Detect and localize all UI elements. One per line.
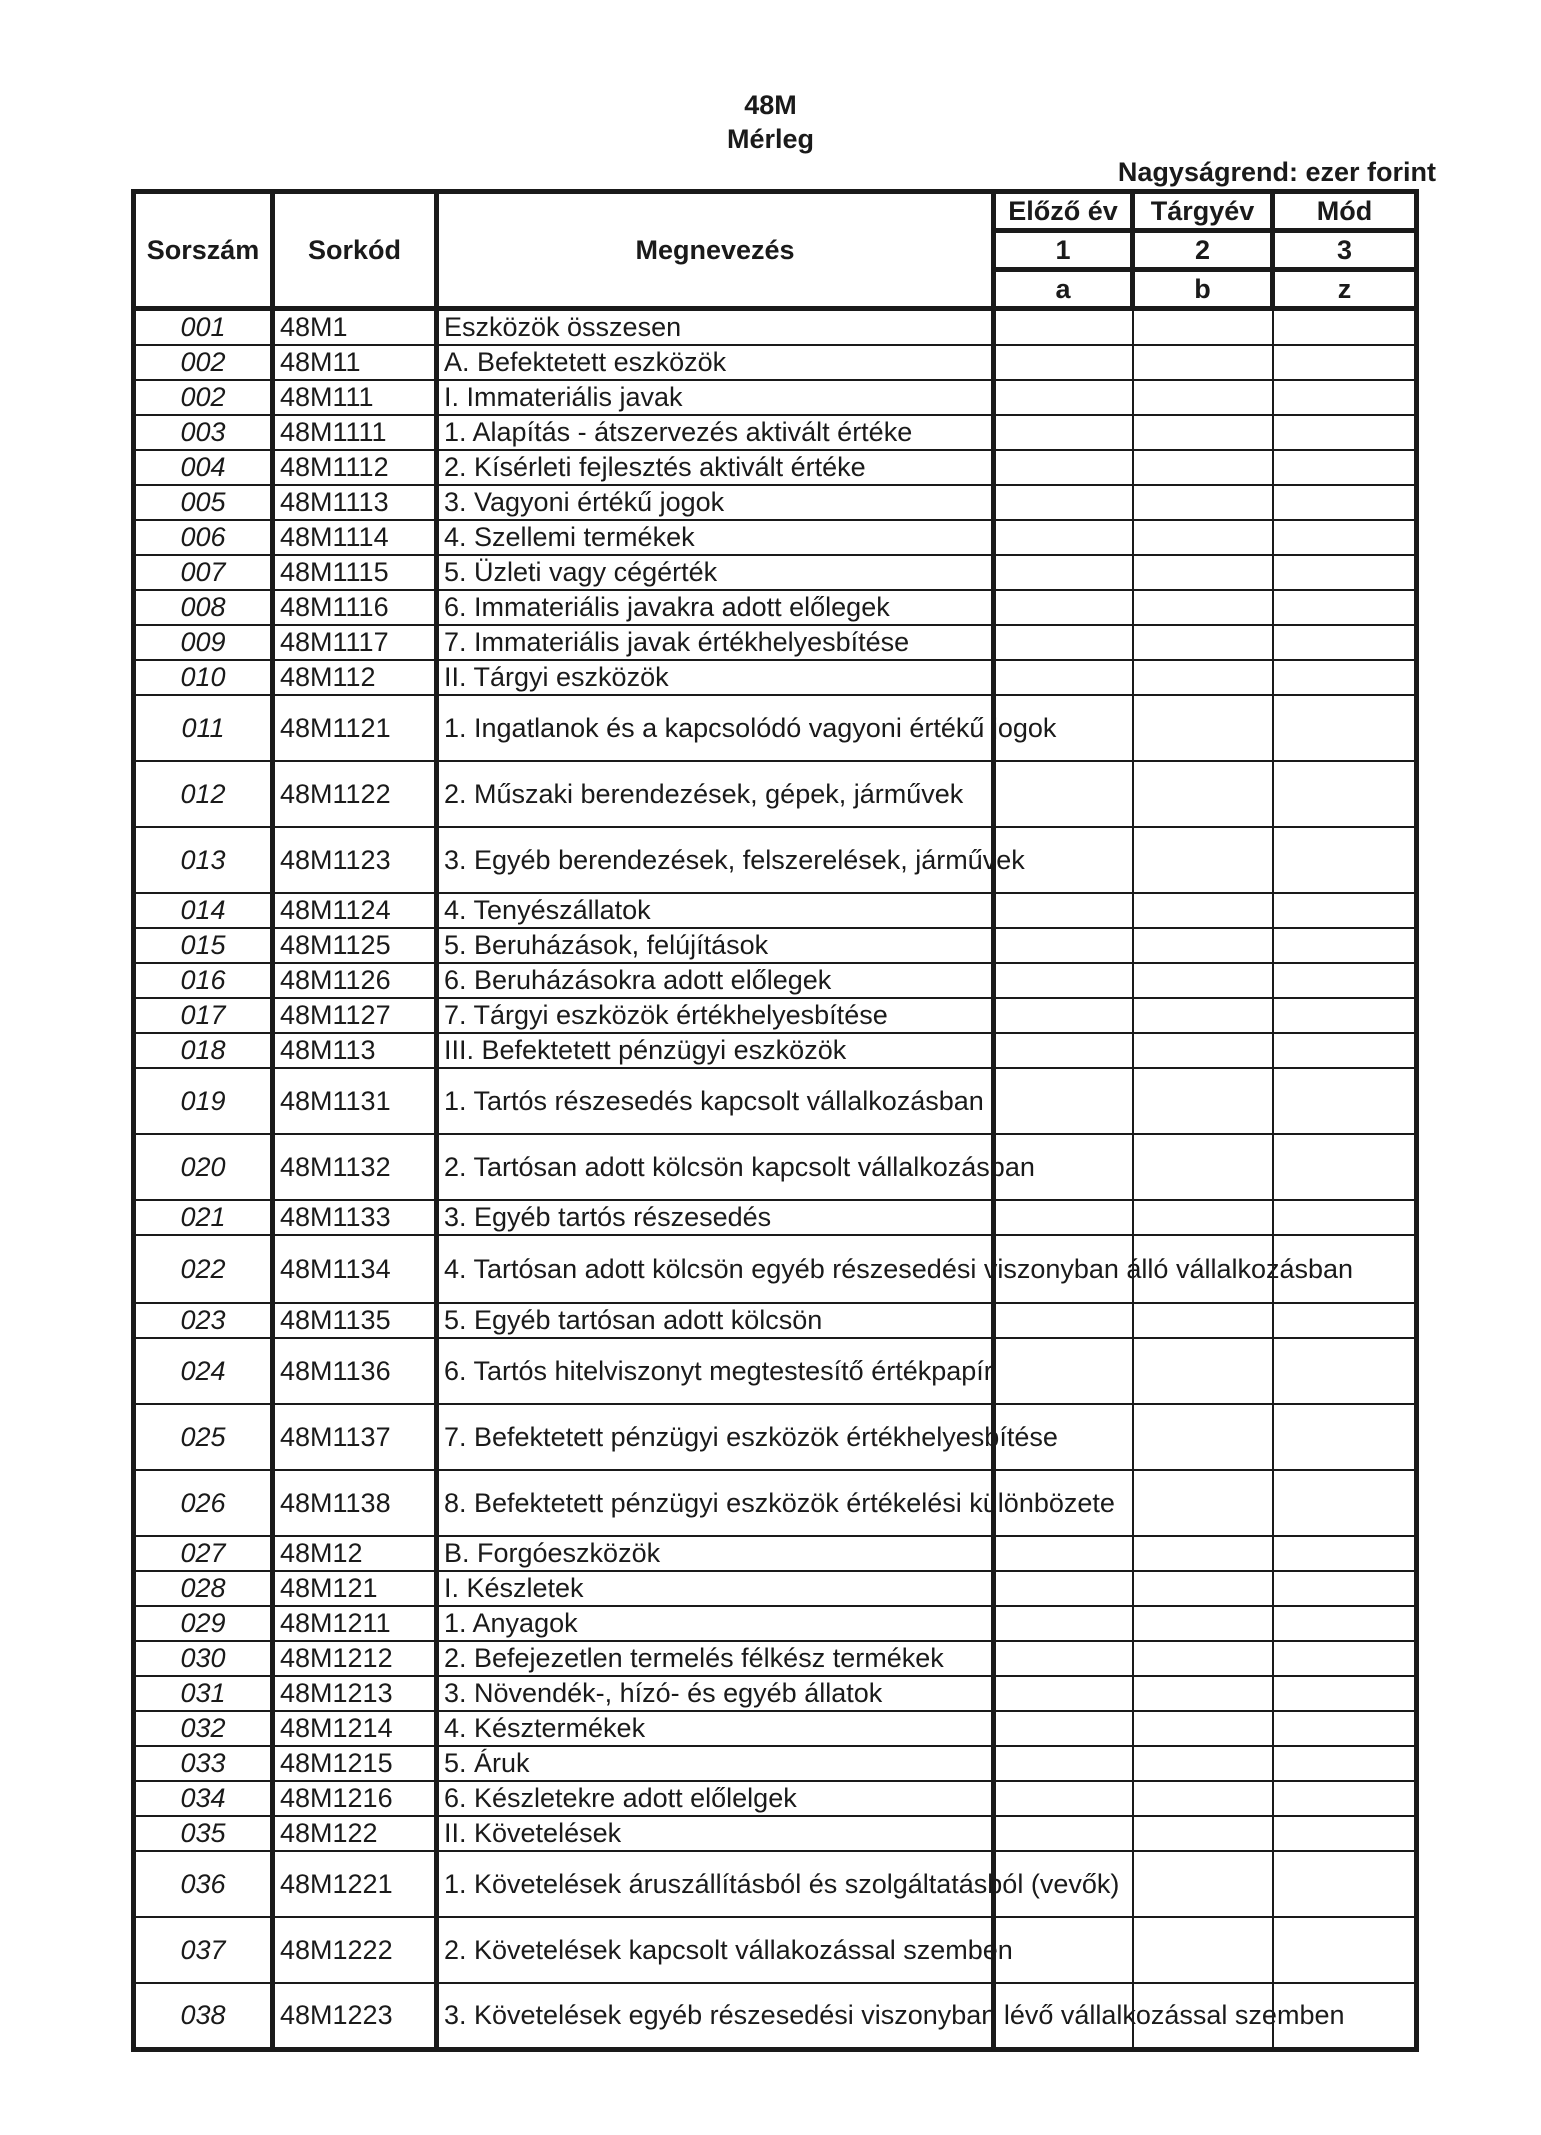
table-row — [134, 660, 1417, 695]
value-cell-targyev[interactable] — [1133, 1068, 1273, 1134]
value-cell-elozo-ev[interactable] — [994, 590, 1133, 625]
row-code: 48M1131 — [273, 1068, 437, 1134]
table-row — [134, 928, 1417, 963]
row-code: 48M1121 — [273, 695, 437, 761]
value-cell-targyev[interactable] — [1133, 1134, 1273, 1200]
value-cell-elozo-ev[interactable] — [994, 1200, 1133, 1235]
row-number: 026 — [134, 1470, 273, 1536]
value-cell-elozo-ev[interactable] — [994, 1338, 1133, 1404]
row-number: 006 — [134, 520, 273, 555]
value-cell-targyev[interactable] — [1133, 1917, 1273, 1983]
value-cell-mod[interactable] — [1273, 1676, 1417, 1711]
value-cell-targyev[interactable] — [1133, 345, 1273, 380]
row-name: 1. Ingatlanok és a kapcsolódó vagyoni értékű jogok — [437, 695, 994, 761]
value-cell-targyev[interactable] — [1133, 415, 1273, 450]
value-cell-mod[interactable] — [1273, 485, 1417, 520]
row-code: 48M1123 — [273, 827, 437, 893]
table-row — [134, 1470, 1417, 1536]
value-cell-elozo-ev[interactable] — [994, 1781, 1133, 1816]
value-cell-mod[interactable] — [1273, 415, 1417, 450]
header-elozo-ev: Előző év — [994, 192, 1133, 231]
table-row — [134, 893, 1417, 928]
value-cell-mod[interactable] — [1273, 1033, 1417, 1068]
row-number: 034 — [134, 1781, 273, 1816]
value-cell-mod[interactable] — [1273, 893, 1417, 928]
value-cell-mod[interactable] — [1273, 625, 1417, 660]
table-row — [134, 1033, 1417, 1068]
row-code: 48M121 — [273, 1571, 437, 1606]
row-name: II. Követelések — [437, 1816, 994, 1851]
row-number: 005 — [134, 485, 273, 520]
table-row — [134, 1676, 1417, 1711]
table-row — [134, 625, 1417, 660]
table-row — [134, 1711, 1417, 1746]
value-cell-targyev[interactable] — [1133, 1641, 1273, 1676]
row-code: 48M1211 — [273, 1606, 437, 1641]
row-code: 48M1124 — [273, 893, 437, 928]
value-cell-mod[interactable] — [1273, 450, 1417, 485]
value-cell-targyev[interactable] — [1133, 1781, 1273, 1816]
row-number: 028 — [134, 1571, 273, 1606]
row-code: 48M1116 — [273, 590, 437, 625]
value-cell-targyev[interactable] — [1133, 998, 1273, 1033]
value-cell-targyev[interactable] — [1133, 1571, 1273, 1606]
value-cell-targyev[interactable] — [1133, 555, 1273, 590]
header-sorszam: Sorszám — [134, 192, 273, 309]
table-row — [134, 1338, 1417, 1404]
row-code: 48M1132 — [273, 1134, 437, 1200]
header-index-3: 3 — [1273, 231, 1417, 270]
row-number: 018 — [134, 1033, 273, 1068]
value-cell-elozo-ev[interactable] — [994, 998, 1133, 1033]
value-cell-elozo-ev[interactable] — [994, 1641, 1133, 1676]
row-name: 5. Egyéb tartósan adott kölcsön — [437, 1303, 994, 1338]
value-cell-targyev[interactable] — [1133, 1470, 1273, 1536]
row-name: 8. Befektetett pénzügyi eszközök értékelési különbözete — [437, 1470, 994, 1536]
row-name: B. Forgóeszközök — [437, 1536, 994, 1571]
value-cell-targyev[interactable] — [1133, 1606, 1273, 1641]
row-number: 011 — [134, 695, 273, 761]
value-cell-elozo-ev[interactable] — [994, 963, 1133, 998]
row-number: 003 — [134, 415, 273, 450]
row-name: 5. Beruházások, felújítások — [437, 928, 994, 963]
row-code: 48M1122 — [273, 761, 437, 827]
row-name: 4. Szellemi termékek — [437, 520, 994, 555]
value-cell-targyev[interactable] — [1133, 1338, 1273, 1404]
value-cell-elozo-ev[interactable] — [994, 555, 1133, 590]
table-row — [134, 415, 1417, 450]
row-number: 038 — [134, 1983, 273, 2049]
table-row — [134, 450, 1417, 485]
row-number: 037 — [134, 1917, 273, 1983]
row-name: 7. Befektetett pénzügyi eszközök értékhelyesbítése — [437, 1404, 994, 1470]
row-number: 010 — [134, 660, 273, 695]
row-name: 4. Tenyészállatok — [437, 893, 994, 928]
table-row — [134, 1068, 1417, 1134]
header-letter-a: a — [994, 270, 1133, 309]
value-cell-mod[interactable] — [1273, 998, 1417, 1033]
row-number: 017 — [134, 998, 273, 1033]
row-code: 48M1223 — [273, 1983, 437, 2049]
row-code: 48M1216 — [273, 1781, 437, 1816]
row-number: 015 — [134, 928, 273, 963]
row-code: 48M1221 — [273, 1851, 437, 1917]
value-cell-targyev[interactable] — [1133, 1033, 1273, 1068]
value-cell-targyev[interactable] — [1133, 1711, 1273, 1746]
value-cell-mod[interactable] — [1273, 1338, 1417, 1404]
unit-note: Nagyságrend: ezer forint — [1117, 157, 1436, 187]
row-name: 6. Immateriális javakra adott előlegek — [437, 590, 994, 625]
row-number: 033 — [134, 1746, 273, 1781]
header-targyev: Tárgyév — [1133, 192, 1273, 231]
table-row — [134, 1746, 1417, 1781]
table-row — [134, 1571, 1417, 1606]
table-header — [134, 192, 1417, 309]
row-number: 019 — [134, 1068, 273, 1134]
value-cell-mod[interactable] — [1273, 1470, 1417, 1536]
row-name: 3. Egyéb berendezések, felszerelések, járművek — [437, 827, 994, 893]
value-cell-targyev[interactable] — [1133, 1746, 1273, 1781]
table-row — [134, 520, 1417, 555]
value-cell-targyev[interactable] — [1133, 695, 1273, 761]
value-cell-targyev[interactable] — [1133, 963, 1273, 998]
row-code: 48M1115 — [273, 555, 437, 590]
table-row — [134, 827, 1417, 893]
row-code: 48M1214 — [273, 1711, 437, 1746]
form-title: Mérleg — [726, 124, 815, 154]
value-cell-elozo-ev[interactable] — [994, 520, 1133, 555]
row-name: 2. Tartósan adott kölcsön kapcsolt vállalkozásban — [437, 1134, 994, 1200]
value-cell-targyev[interactable] — [1133, 761, 1273, 827]
row-code: 48M1138 — [273, 1470, 437, 1536]
value-cell-targyev[interactable] — [1133, 1536, 1273, 1571]
header-sorkod: Sorkód — [273, 192, 437, 309]
value-cell-elozo-ev[interactable] — [994, 309, 1133, 346]
row-name: I. Immateriális javak — [437, 380, 994, 415]
table-row — [134, 963, 1417, 998]
row-name: 3. Egyéb tartós részesedés — [437, 1200, 994, 1235]
table-row — [134, 1816, 1417, 1851]
value-cell-elozo-ev[interactable] — [994, 345, 1133, 380]
value-cell-targyev[interactable] — [1133, 1303, 1273, 1338]
row-number: 001 — [134, 309, 273, 346]
row-number: 029 — [134, 1606, 273, 1641]
row-name: I. Készletek — [437, 1571, 994, 1606]
table-row — [134, 1134, 1417, 1200]
value-cell-elozo-ev[interactable] — [994, 450, 1133, 485]
value-cell-mod[interactable] — [1273, 1606, 1417, 1641]
row-number: 035 — [134, 1816, 273, 1851]
table-row — [134, 1303, 1417, 1338]
row-number: 002 — [134, 345, 273, 380]
row-code: 48M122 — [273, 1816, 437, 1851]
row-number: 002 — [134, 380, 273, 415]
row-code: 48M1111 — [273, 415, 437, 450]
value-cell-mod[interactable] — [1273, 1711, 1417, 1746]
value-cell-elozo-ev[interactable] — [994, 1303, 1133, 1338]
value-cell-mod[interactable] — [1273, 555, 1417, 590]
row-code: 48M1112 — [273, 450, 437, 485]
table-row — [134, 1917, 1417, 1983]
row-name: 6. Készletekre adott előlelgek — [437, 1781, 994, 1816]
row-name: 1. Követelések áruszállításból és szolgáltatásból (vevők) — [437, 1851, 994, 1917]
header-letter-z: z — [1273, 270, 1417, 309]
table-row — [134, 1606, 1417, 1641]
row-name: 3. Vagyoni értékű jogok — [437, 485, 994, 520]
row-code: 48M1135 — [273, 1303, 437, 1338]
value-cell-elozo-ev[interactable] — [994, 1536, 1133, 1571]
row-name: A. Befektetett eszközök — [437, 345, 994, 380]
table-row — [134, 1536, 1417, 1571]
header-index-2: 2 — [1133, 231, 1273, 270]
table-row — [134, 695, 1417, 761]
row-code: 48M1212 — [273, 1641, 437, 1676]
table-row — [134, 590, 1417, 625]
value-cell-elozo-ev[interactable] — [994, 1606, 1133, 1641]
value-cell-mod[interactable] — [1273, 963, 1417, 998]
value-cell-targyev[interactable] — [1133, 660, 1273, 695]
row-code: 48M1136 — [273, 1338, 437, 1404]
row-number: 014 — [134, 893, 273, 928]
table-row — [134, 1851, 1417, 1917]
row-name: 2. Műszaki berendezések, gépek, járművek — [437, 761, 994, 827]
row-code: 48M1213 — [273, 1676, 437, 1711]
row-code: 48M12 — [273, 1536, 437, 1571]
row-code: 48M1133 — [273, 1200, 437, 1235]
row-name: 2. Követelések kapcsolt vállakozással szemben — [437, 1917, 994, 1983]
header-letter-b: b — [1133, 270, 1273, 309]
value-cell-mod[interactable] — [1273, 1571, 1417, 1606]
row-name: 2. Kísérleti fejlesztés aktivált értéke — [437, 450, 994, 485]
value-cell-elozo-ev[interactable] — [994, 380, 1133, 415]
row-number: 009 — [134, 625, 273, 660]
row-name: 1. Tartós részesedés kapcsolt vállalkozásban — [437, 1068, 994, 1134]
title-block — [0, 88, 1541, 156]
value-cell-targyev[interactable] — [1133, 893, 1273, 928]
row-name: II. Tárgyi eszközök — [437, 660, 994, 695]
value-cell-targyev[interactable] — [1133, 1816, 1273, 1851]
header-index-1: 1 — [994, 231, 1133, 270]
row-name: 2. Befejezetlen termelés félkész termékek — [437, 1641, 994, 1676]
value-cell-targyev[interactable] — [1133, 1404, 1273, 1470]
table-row — [134, 1200, 1417, 1235]
value-cell-mod[interactable] — [1273, 1200, 1417, 1235]
table-row — [134, 1235, 1417, 1303]
value-cell-elozo-ev[interactable] — [994, 1746, 1133, 1781]
table-row — [134, 309, 1417, 346]
value-cell-targyev[interactable] — [1133, 450, 1273, 485]
value-cell-mod[interactable] — [1273, 1641, 1417, 1676]
table-row — [134, 1404, 1417, 1470]
row-name: 3. Növendék-, hízó- és egyéb állatok — [437, 1676, 994, 1711]
value-cell-mod[interactable] — [1273, 761, 1417, 827]
value-cell-elozo-ev[interactable] — [994, 415, 1133, 450]
value-cell-mod[interactable] — [1273, 345, 1417, 380]
table-row — [134, 1641, 1417, 1676]
value-cell-targyev[interactable] — [1133, 928, 1273, 963]
value-cell-mod[interactable] — [1273, 1068, 1417, 1134]
row-number: 036 — [134, 1851, 273, 1917]
row-name: 7. Tárgyi eszközök értékhelyesbítése — [437, 998, 994, 1033]
row-code: 48M1125 — [273, 928, 437, 963]
table-row — [134, 1983, 1417, 2049]
row-code: 48M1137 — [273, 1404, 437, 1470]
value-cell-targyev[interactable] — [1133, 1676, 1273, 1711]
row-code: 48M1127 — [273, 998, 437, 1033]
row-name: 5. Áruk — [437, 1746, 994, 1781]
value-cell-targyev[interactable] — [1133, 380, 1273, 415]
row-code: 48M1113 — [273, 485, 437, 520]
value-cell-targyev[interactable] — [1133, 309, 1273, 346]
balance-sheet-table — [131, 189, 1419, 2052]
row-number: 027 — [134, 1536, 273, 1571]
value-cell-elozo-ev[interactable] — [994, 485, 1133, 520]
value-cell-mod[interactable] — [1273, 1781, 1417, 1816]
value-cell-mod[interactable] — [1273, 827, 1417, 893]
value-cell-mod[interactable] — [1273, 1851, 1417, 1917]
value-cell-mod[interactable] — [1273, 1917, 1417, 1983]
table-row — [134, 380, 1417, 415]
row-code: 48M1 — [273, 309, 437, 346]
value-cell-elozo-ev[interactable] — [994, 1917, 1133, 1983]
row-number: 012 — [134, 761, 273, 827]
value-cell-elozo-ev[interactable] — [994, 761, 1133, 827]
value-cell-targyev[interactable] — [1133, 1851, 1273, 1917]
header-megnevezes: Megnevezés — [437, 192, 994, 309]
value-cell-mod[interactable] — [1273, 928, 1417, 963]
table-row — [134, 555, 1417, 590]
row-code: 48M1222 — [273, 1917, 437, 1983]
row-code: 48M113 — [273, 1033, 437, 1068]
value-cell-elozo-ev[interactable] — [994, 893, 1133, 928]
table-row — [134, 761, 1417, 827]
row-code: 48M11 — [273, 345, 437, 380]
value-cell-mod[interactable] — [1273, 1816, 1417, 1851]
row-number: 022 — [134, 1235, 273, 1303]
row-code: 48M1134 — [273, 1235, 437, 1303]
value-cell-mod[interactable] — [1273, 1303, 1417, 1338]
value-cell-mod[interactable] — [1273, 590, 1417, 625]
row-name: 1. Anyagok — [437, 1606, 994, 1641]
row-code: 48M1126 — [273, 963, 437, 998]
value-cell-elozo-ev[interactable] — [994, 1068, 1133, 1134]
row-number: 023 — [134, 1303, 273, 1338]
row-name: Eszközök összesen — [437, 309, 994, 346]
row-name: III. Befektetett pénzügyi eszközök — [437, 1033, 994, 1068]
row-name: 7. Immateriális javak értékhelyesbítése — [437, 625, 994, 660]
value-cell-elozo-ev[interactable] — [994, 1816, 1133, 1851]
row-code: 48M112 — [273, 660, 437, 695]
table-row — [134, 345, 1417, 380]
value-cell-mod[interactable] — [1273, 1404, 1417, 1470]
value-cell-targyev[interactable] — [1133, 1200, 1273, 1235]
value-cell-mod[interactable] — [1273, 309, 1417, 346]
value-cell-elozo-ev[interactable] — [994, 625, 1133, 660]
row-number: 004 — [134, 450, 273, 485]
value-cell-elozo-ev[interactable] — [994, 928, 1133, 963]
value-cell-targyev[interactable] — [1133, 590, 1273, 625]
row-name: 4. Tartósan adott kölcsön egyéb részesedési viszonyban álló vállalkozásban — [437, 1235, 994, 1303]
table-row — [134, 998, 1417, 1033]
table-row — [134, 1781, 1417, 1816]
value-cell-elozo-ev[interactable] — [994, 660, 1133, 695]
row-number: 024 — [134, 1338, 273, 1404]
row-name: 1. Alapítás - átszervezés aktivált értéke — [437, 415, 994, 450]
row-number: 031 — [134, 1676, 273, 1711]
row-number: 030 — [134, 1641, 273, 1676]
form-code: 48M — [744, 90, 797, 120]
value-cell-targyev[interactable] — [1133, 625, 1273, 660]
value-cell-mod[interactable] — [1273, 1746, 1417, 1781]
value-cell-mod[interactable] — [1273, 1536, 1417, 1571]
value-cell-mod[interactable] — [1273, 695, 1417, 761]
row-number: 007 — [134, 555, 273, 590]
row-number: 032 — [134, 1711, 273, 1746]
row-code: 48M1114 — [273, 520, 437, 555]
row-code: 48M1117 — [273, 625, 437, 660]
row-number: 008 — [134, 590, 273, 625]
value-cell-elozo-ev[interactable] — [994, 1676, 1133, 1711]
row-name: 3. Követelések egyéb részesedési viszonyban lévő vállalkozással szemben — [437, 1983, 994, 2049]
row-number: 025 — [134, 1404, 273, 1470]
row-name: 6. Beruházásokra adott előlegek — [437, 963, 994, 998]
table-body — [134, 309, 1417, 2050]
value-cell-mod[interactable] — [1273, 380, 1417, 415]
value-cell-targyev[interactable] — [1133, 827, 1273, 893]
row-name: 6. Tartós hitelviszonyt megtestesítő értékpapír — [437, 1338, 994, 1404]
row-code: 48M111 — [273, 380, 437, 415]
row-number: 016 — [134, 963, 273, 998]
row-number: 013 — [134, 827, 273, 893]
header-mod: Mód — [1273, 192, 1417, 231]
value-cell-targyev[interactable] — [1133, 520, 1273, 555]
row-number: 021 — [134, 1200, 273, 1235]
value-cell-mod[interactable] — [1273, 520, 1417, 555]
value-cell-mod[interactable] — [1273, 1134, 1417, 1200]
row-name: 5. Üzleti vagy cégérték — [437, 555, 994, 590]
row-name: 4. Késztermékek — [437, 1711, 994, 1746]
value-cell-mod[interactable] — [1273, 660, 1417, 695]
value-cell-elozo-ev[interactable] — [994, 1033, 1133, 1068]
value-cell-targyev[interactable] — [1133, 485, 1273, 520]
row-number: 020 — [134, 1134, 273, 1200]
row-code: 48M1215 — [273, 1746, 437, 1781]
value-cell-elozo-ev[interactable] — [994, 1711, 1133, 1746]
value-cell-elozo-ev[interactable] — [994, 1571, 1133, 1606]
table-row — [134, 485, 1417, 520]
